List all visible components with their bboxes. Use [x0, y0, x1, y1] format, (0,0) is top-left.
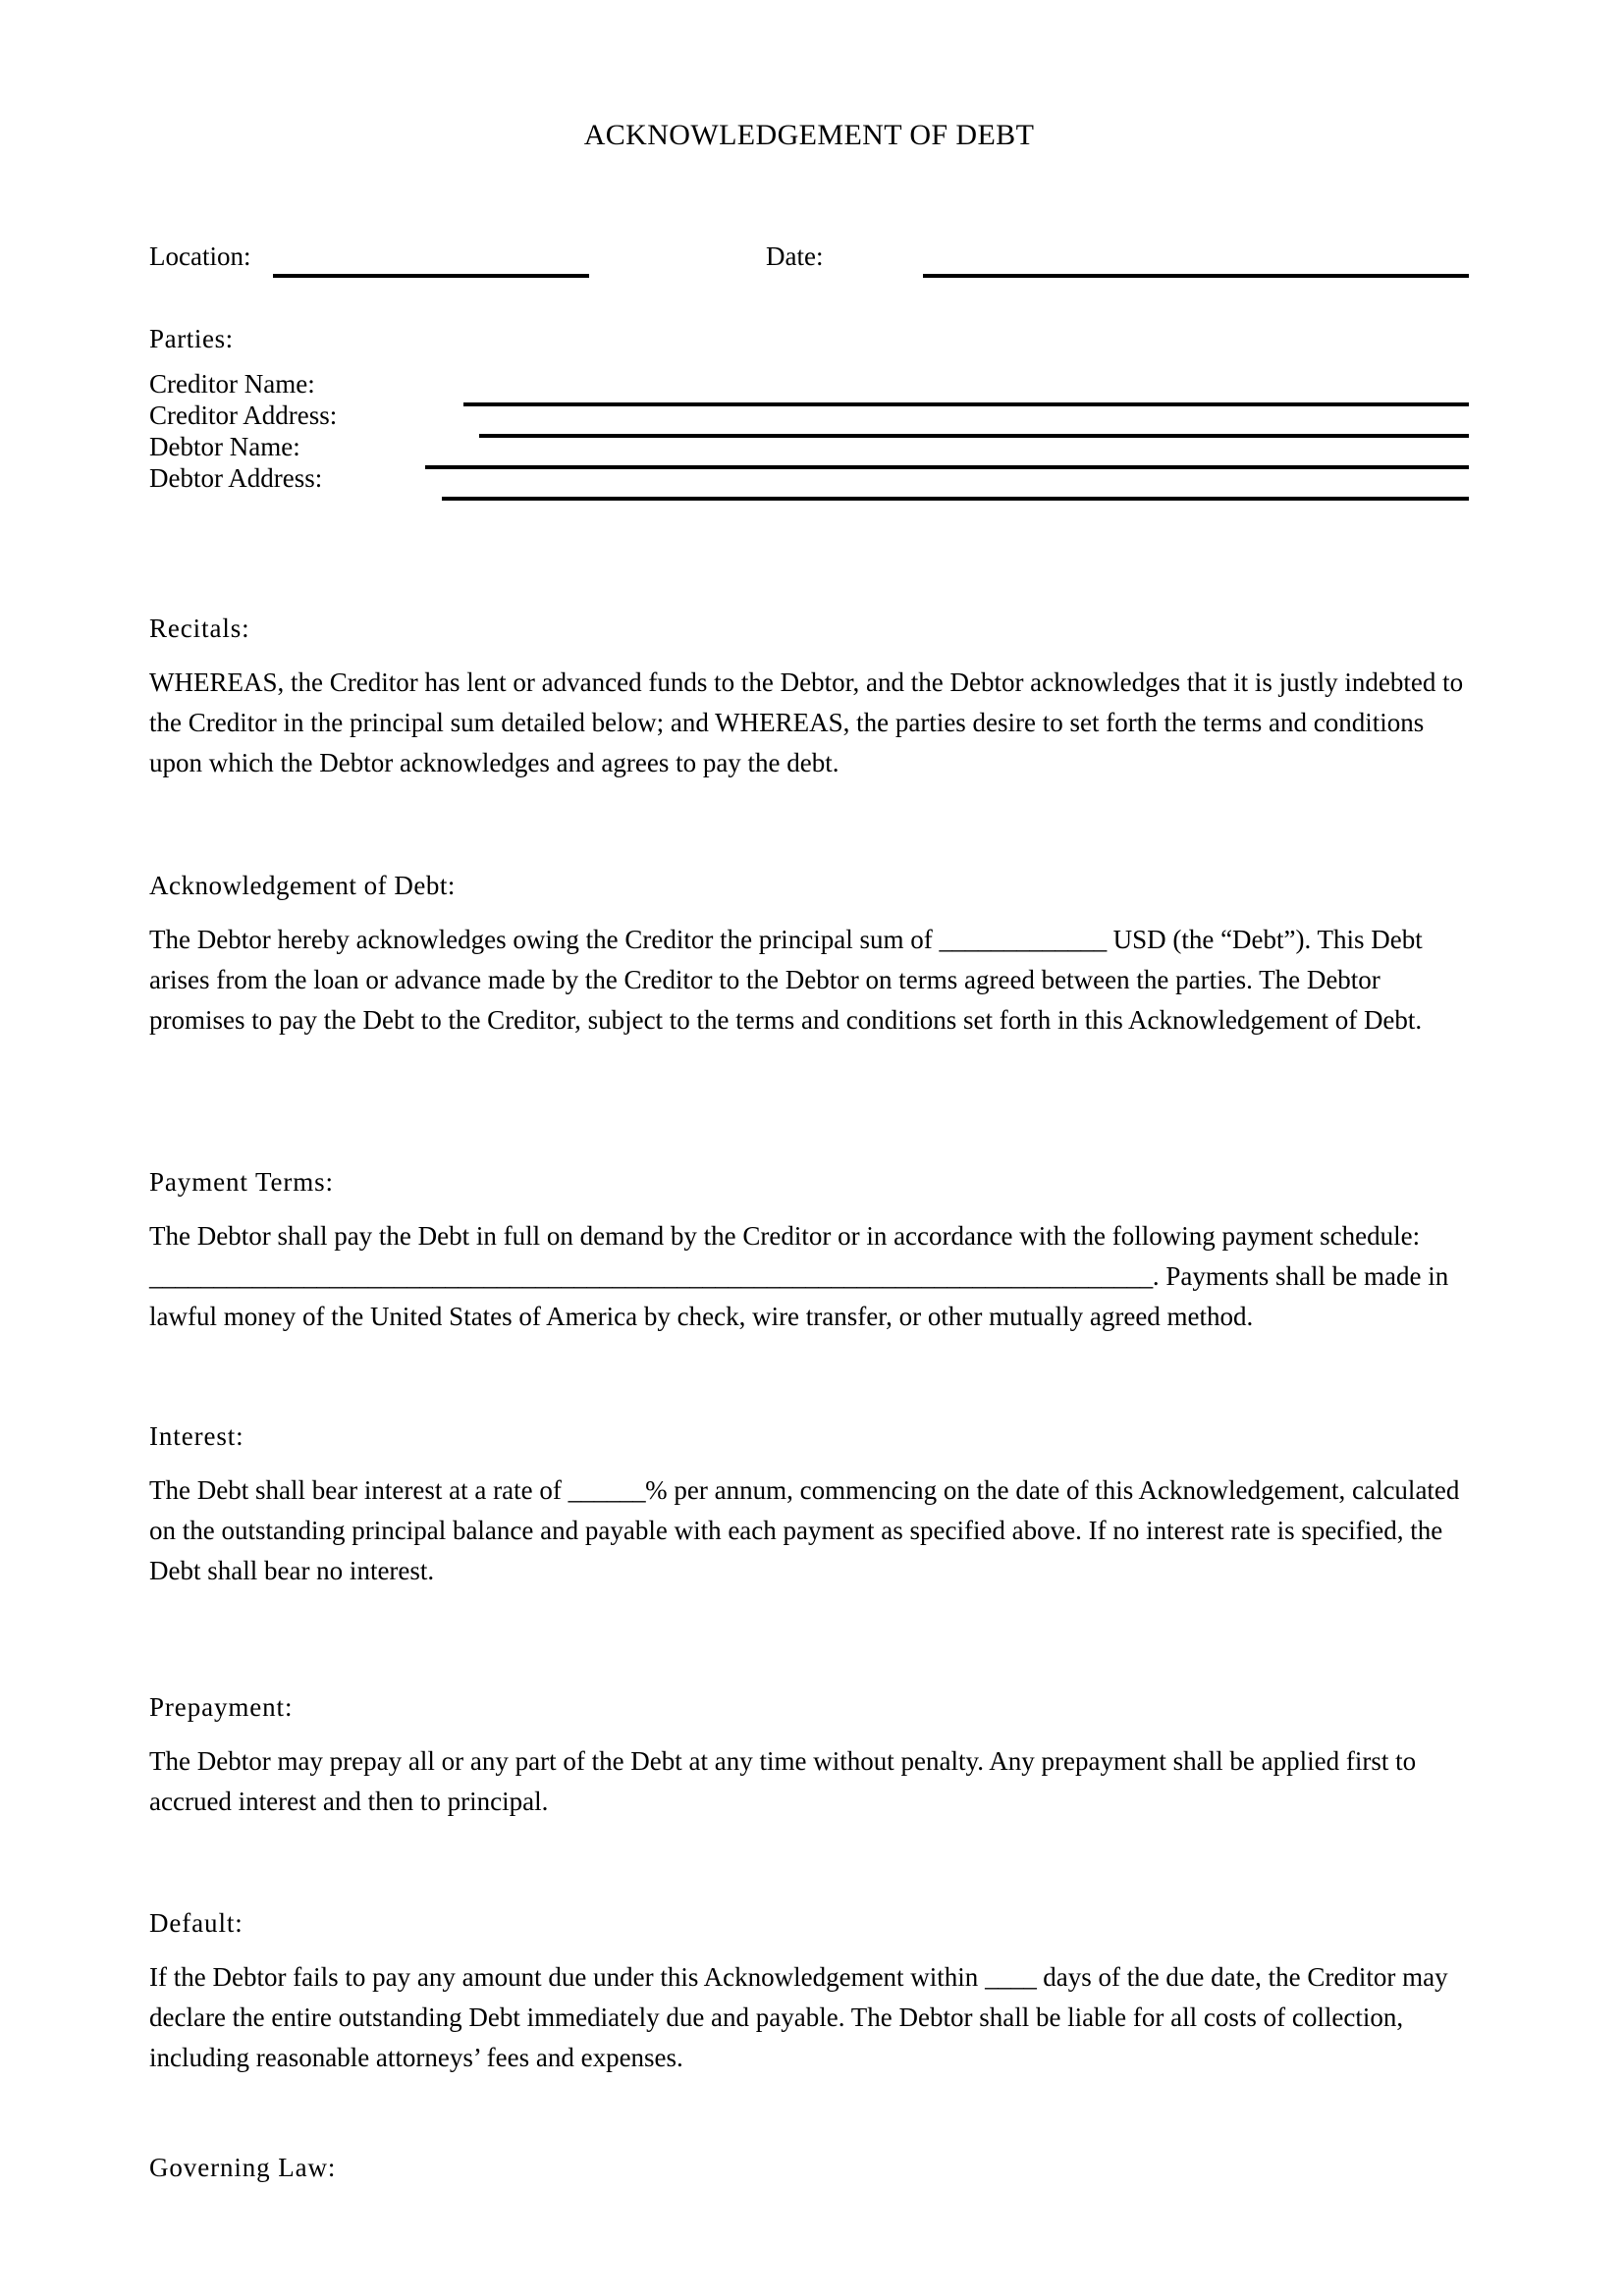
prepayment-heading: Prepayment: — [149, 1692, 294, 1722]
acknowledgement-heading: Acknowledgement of Debt: — [149, 871, 456, 900]
governing-law-heading: Governing Law: — [149, 2153, 337, 2182]
creditor-address-label: Creditor Address: — [149, 400, 338, 430]
section-interest — [149, 1416, 1469, 1591]
date-input-rule[interactable] — [923, 274, 1469, 278]
location-date-row — [149, 239, 1469, 288]
section-governing-law — [149, 2148, 1469, 2202]
default-heading: Default: — [149, 1908, 244, 1938]
date-label: Date: — [766, 241, 824, 271]
payment-terms-body-part1: The Debtor shall pay the Debt in full on demand by the Creditor or in accordance with the following payment schedule: — [149, 1221, 1421, 1251]
principal-sum-blank[interactable]: _____________ — [939, 925, 1107, 954]
payment-schedule-blank[interactable]: ______________________________________________________________________________ — [149, 1261, 1153, 1291]
recitals-body: WHEREAS, the Creditor has lent or advanced funds to the Debtor, and the Debtor acknowledges that it is justly indebted to the Creditor in the principal sum detailed below; and WHEREAS, the parties desire to set forth the terms and conditions upon which the Debtor acknowledges and agrees to pay the debt. — [149, 667, 1464, 777]
parties-heading: Parties: — [149, 324, 234, 353]
payment-terms-heading: Payment Terms: — [149, 1167, 334, 1197]
section-acknowledgement-of-debt — [149, 866, 1469, 1041]
section-default — [149, 1903, 1469, 2078]
interest-heading: Interest: — [149, 1421, 244, 1451]
party-row-debtor-address — [149, 463, 1469, 509]
recitals-heading: Recitals: — [149, 614, 250, 643]
location-label: Location: — [149, 241, 251, 271]
acknowledgement-body-part2: USD (the “Debt”). This Debt arises from the loan or advance made by the Creditor to the Debtor on terms agreed between the parties. The Debtor promises to pay the Debt to the Creditor, subject to the terms and conditions set forth in this Acknowledgement of Debt. — [149, 925, 1423, 1035]
section-payment-terms — [149, 1162, 1469, 1337]
default-body-part2: days of the due date, the Creditor may declare the entire outstanding Debt immediately due and payable. The Debtor shall be liable for all costs of collection, including reasonable attorneys’ fees and expenses. — [149, 1962, 1448, 2072]
creditor-name-label: Creditor Name: — [149, 369, 315, 399]
debtor-name-label: Debtor Name: — [149, 432, 300, 461]
interest-body — [149, 1470, 1469, 1591]
section-recitals — [149, 609, 1469, 783]
page-title: ACKNOWLEDGEMENT OF DEBT — [583, 119, 1035, 151]
debtor-address-label: Debtor Address: — [149, 463, 323, 493]
default-body — [149, 1957, 1469, 2078]
prepayment-body: The Debtor may prepay all or any part of the Debt at any time without penalty. Any prepayment shall be applied first to accrued interest and then to principal. — [149, 1746, 1417, 1816]
default-days-blank[interactable]: ____ — [985, 1962, 1037, 1992]
payment-terms-body-part2: . Payments shall be made in lawful money of the United States of America by check, wire transfer, or other mutually agreed method. — [149, 1261, 1449, 1331]
interest-body-part2: % per annum, commencing on the date of this Acknowledgement, calculated on the outstanding principal balance and payable with each payment as specified above. If no interest rate is specified, the Debt shall bear no interest. — [149, 1475, 1460, 1585]
interest-rate-blank[interactable]: ______ — [568, 1475, 646, 1505]
acknowledgement-body-part1: The Debtor hereby acknowledges owing the Creditor the principal sum of — [149, 925, 940, 954]
payment-terms-body — [149, 1216, 1469, 1337]
location-input-rule[interactable] — [273, 274, 589, 278]
default-body-part1: If the Debtor fails to pay any amount due under this Acknowledgement within — [149, 1962, 986, 1992]
acknowledgement-body — [149, 920, 1469, 1041]
section-prepayment — [149, 1687, 1469, 1822]
debtor-address-input-rule[interactable] — [442, 497, 1469, 501]
interest-body-part1: The Debt shall bear interest at a rate of — [149, 1475, 568, 1505]
